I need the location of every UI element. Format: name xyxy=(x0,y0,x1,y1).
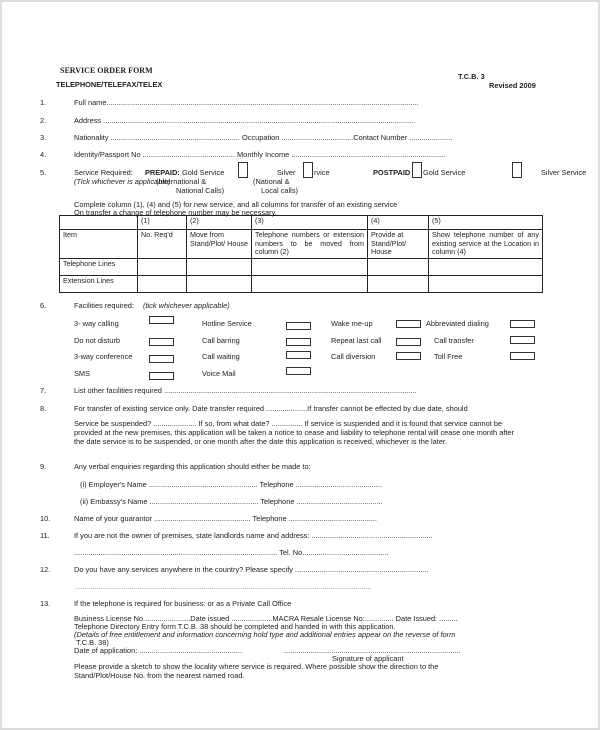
prepaid-gold-label: Gold Service xyxy=(182,168,225,177)
facility-label: SMS xyxy=(74,369,91,378)
postpaid-silver-label: Silver Service xyxy=(541,168,587,177)
header-cell: Move from Stand/Plot/ House xyxy=(187,230,252,259)
facility-label: Call diversion xyxy=(331,352,376,361)
facility-checkbox[interactable] xyxy=(286,351,311,359)
table-cell[interactable] xyxy=(252,258,368,275)
facility-label: 3-way conference xyxy=(74,352,133,361)
header-cell: Item xyxy=(60,230,138,259)
postpaid-gold-label: Gold Service xyxy=(423,168,466,177)
international-note-2: National Calls) xyxy=(176,186,225,195)
column-instructions: Complete column (1), (4) and (5) for new service, and all columns for transfer of an existing service xyxy=(74,200,398,209)
table-cell[interactable] xyxy=(368,258,429,275)
facility-checkbox[interactable] xyxy=(396,320,421,328)
suspension-paragraph[interactable]: Service be suspended? ..................... If so, from what date? ............... If service is suspended and it is found that service cannot be provided at the new premises, this application will be taken a notice to cease and liability to telephone rental will cease one month after the date service is to be suspended, or one month after the date this application is received, whichever is the later. xyxy=(74,419,514,446)
table-row xyxy=(60,258,543,275)
col-num-cell: (3) xyxy=(252,216,368,230)
facility-checkbox[interactable] xyxy=(510,320,535,328)
revision-label: Revised 2009 xyxy=(489,81,536,90)
table-cell[interactable] xyxy=(138,275,187,292)
facilities-label: Facilities required: xyxy=(74,301,134,310)
international-note-1: (International & xyxy=(156,177,207,186)
table-cell[interactable] xyxy=(429,275,543,292)
facility-checkbox[interactable] xyxy=(149,372,174,380)
item-number: 2. xyxy=(40,116,47,125)
other-facilities-field[interactable]: List other facilities required ........................................................................................................................... xyxy=(74,386,417,395)
col-num-cell: (1) xyxy=(138,216,187,230)
date-of-application-field[interactable]: Date of application: .................................................. xyxy=(74,646,242,655)
address-field[interactable]: Address ........................................................................................................................................................ xyxy=(74,116,416,125)
transfer-date-field[interactable]: For transfer of existing service only. Date transfer required ....................If transfer cannot be effected by due date, should xyxy=(74,404,468,413)
prepaid-label: PREPAID: xyxy=(145,168,180,177)
facility-label: Abbreviated dialing xyxy=(426,319,489,328)
prepaid-gold-checkbox[interactable] xyxy=(238,162,248,178)
nationality-occupation-contact-field[interactable]: Nationality ............................................................... Occupation ...................................Contact Number ..................... xyxy=(74,133,453,142)
table-cell[interactable] xyxy=(187,275,252,292)
item-number: 12. xyxy=(40,565,51,574)
table-cell[interactable] xyxy=(138,258,187,275)
prepaid-silver-tail: rvice xyxy=(314,168,330,177)
header-cell: Show telephone number of any existing service at the Location in column (4) xyxy=(429,230,543,259)
col-num-cell xyxy=(60,216,138,230)
sketch-instructions: Please provide a sketch to show the locality where service is required. Where possible show the direction to the Stand/Plot/House No. from the nearest named road. xyxy=(74,662,439,680)
col-num-cell: (2) xyxy=(187,216,252,230)
employer-field[interactable]: (i) Employer's Name ..................................................... Telephone .......................................... xyxy=(80,480,382,489)
item-number: 10. xyxy=(40,514,51,523)
national-note-1: (National & xyxy=(253,177,290,186)
item-number: 1. xyxy=(40,98,47,107)
facilities-hint: (tick whichever applicable) xyxy=(143,301,230,310)
postpaid-gold-checkbox[interactable] xyxy=(412,162,422,178)
facility-checkbox[interactable] xyxy=(396,338,421,346)
row-label: Extension Lines xyxy=(60,275,138,292)
signature-label: Signature of applicant xyxy=(332,654,404,663)
facility-checkbox[interactable] xyxy=(510,352,535,360)
other-services-line2[interactable]: ................................................................................................................................................. xyxy=(74,582,372,591)
transfer-note: On transfer a change of telephone number may be necessary. xyxy=(74,208,277,217)
header-cell: Telephone numbers or extension numbers to be moved from column (2) xyxy=(252,230,368,259)
item-number: 7. xyxy=(40,386,47,395)
license-field[interactable]: Business License No.......................Date issued ....................MACRA Resale License No:.............. Date Issued: ......... xyxy=(74,614,458,623)
form-subtitle: TELEPHONE/TELEFAX/TELEX xyxy=(56,80,163,89)
form-code: T.C.B. 3 xyxy=(458,72,485,81)
item-number: 5. xyxy=(40,168,47,177)
guarantor-field[interactable]: Name of your guarantor ............................................... Telephone ........................................... xyxy=(74,514,377,523)
item-number: 6. xyxy=(40,301,47,310)
header-cell: No. Req'd xyxy=(138,230,187,259)
facility-label: Call transfer xyxy=(434,336,474,345)
facility-checkbox[interactable] xyxy=(286,338,311,346)
service-required-label: Service Required: xyxy=(74,168,133,177)
row-label: Telephone Lines xyxy=(60,258,138,275)
facility-checkbox[interactable] xyxy=(396,352,421,360)
prepaid-silver-checkbox[interactable] xyxy=(303,162,313,178)
postpaid-label: POSTPAID xyxy=(373,168,411,177)
verbal-enquiries-label: Any verbal enquiries regarding this application should either be made to: xyxy=(74,462,311,471)
table-cell[interactable] xyxy=(187,258,252,275)
facility-label: Wake me-up xyxy=(331,319,373,328)
item-number: 11. xyxy=(40,531,50,540)
facility-label: Voice Mail xyxy=(202,369,236,378)
table-cell[interactable] xyxy=(368,275,429,292)
tick-note: (Tick whichever is applicable) xyxy=(74,177,171,186)
postpaid-silver-checkbox[interactable] xyxy=(512,162,522,178)
national-note-2: Local calls) xyxy=(261,186,298,195)
facility-checkbox[interactable] xyxy=(286,367,311,375)
facility-checkbox[interactable] xyxy=(510,336,535,344)
col-num-cell: (5) xyxy=(429,216,543,230)
business-label: If the telephone is required for business: or as a Private Call Office xyxy=(74,599,292,608)
form-title: SERVICE ORDER FORM xyxy=(60,66,153,75)
details-note-2: T.C.B. 38) xyxy=(76,638,109,647)
col-num-cell: (4) xyxy=(368,216,429,230)
details-note: (Details of free entitlement and information concerning hold type and additional entries appear on the reverse of form xyxy=(74,630,456,639)
facility-label: Hotline Service xyxy=(202,319,252,328)
identity-income-field[interactable]: Identity/Passport No ............................................. Monthly Income ........................................................................... xyxy=(74,150,446,159)
landlord-field[interactable]: If you are not the owner of premises, state landlords name and address: ........................................................... xyxy=(74,531,433,540)
facility-checkbox[interactable] xyxy=(149,338,174,346)
facility-label: Call barring xyxy=(202,336,240,345)
facility-checkbox[interactable] xyxy=(286,322,311,330)
embassy-field[interactable]: (ii) Embassy's Name ..................................................... Telephone .......................................... xyxy=(80,497,383,506)
facility-label: Toll Free xyxy=(434,352,463,361)
full-name-field[interactable]: Full name........................................................................................................................................................ xyxy=(74,98,419,107)
item-number: 3. xyxy=(40,133,47,142)
table-cell[interactable] xyxy=(429,258,543,275)
header-cell: Provide at Stand/Plot/ House xyxy=(368,230,429,259)
facility-checkbox[interactable] xyxy=(149,355,174,363)
item-number: 13. xyxy=(40,599,51,608)
facility-label: Repeat last call xyxy=(331,336,382,345)
table-row xyxy=(60,275,543,292)
other-services-field[interactable]: Do you have any services anywhere in the country? Please specify ................................................................. xyxy=(74,565,429,574)
facility-label: Do not disturb xyxy=(74,336,121,345)
landlord-tel-field[interactable]: ................................................................................................... Tel. No.......................................... xyxy=(74,548,389,557)
service-table xyxy=(59,215,543,293)
facility-label: Call waiting xyxy=(202,352,240,361)
item-number: 9. xyxy=(40,462,47,471)
prepaid-silver-label: Silver xyxy=(277,168,296,177)
signature-line[interactable]: ...................................................................................... xyxy=(284,646,461,655)
table-cell[interactable] xyxy=(252,275,368,292)
facility-label: 3- way calling xyxy=(74,319,119,328)
item-number: 8. xyxy=(40,404,47,413)
facility-checkbox[interactable] xyxy=(149,316,174,324)
directory-note: Telephone Directory Entry form T.C.B. 38 should be completed and handed in with this application. xyxy=(74,622,396,631)
item-number: 4. xyxy=(40,150,47,159)
